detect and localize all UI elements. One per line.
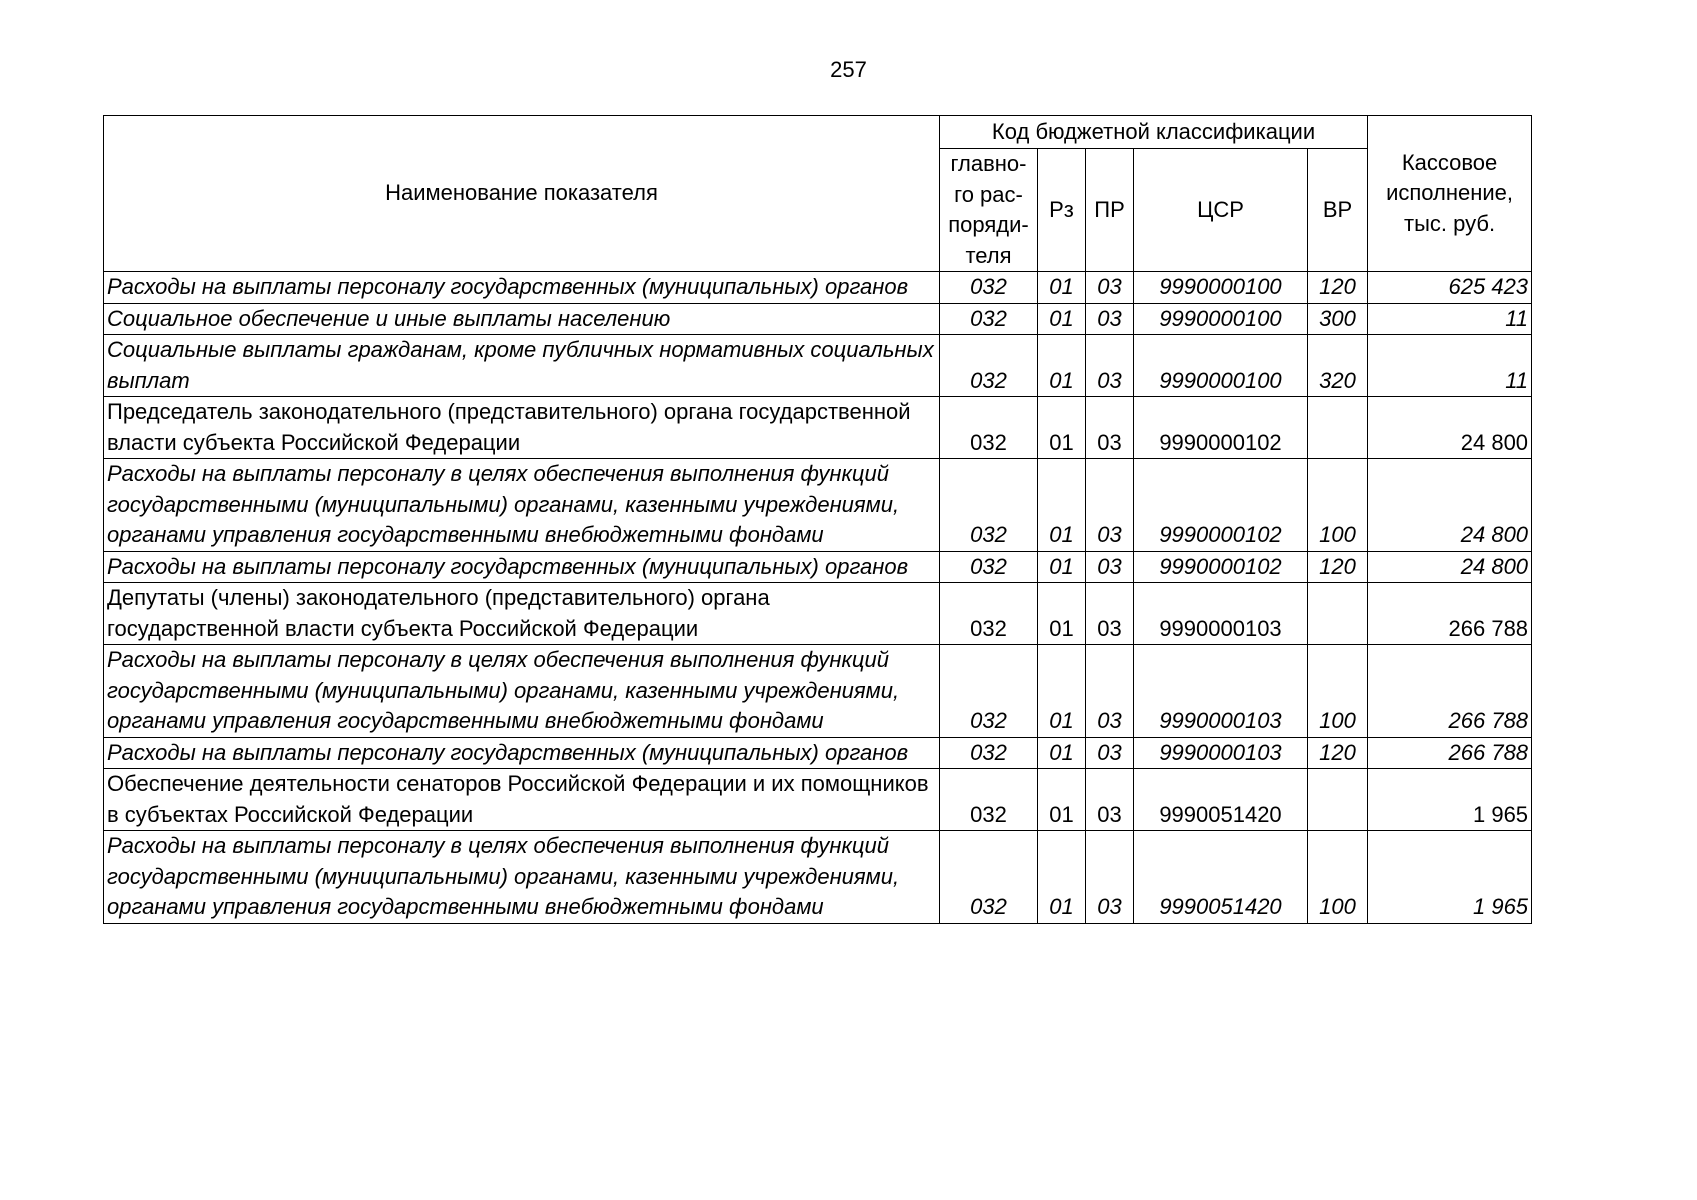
cell-pr: 03 [1086, 769, 1134, 831]
cell-rz: 01 [1038, 551, 1086, 583]
cell-amount: 11 [1368, 335, 1532, 397]
header-csr: ЦСР [1134, 149, 1308, 272]
cell-pr: 03 [1086, 645, 1134, 738]
cell-grbs: 032 [940, 272, 1038, 304]
table-row [104, 459, 1532, 552]
cell-amount: 11 [1368, 303, 1532, 335]
cell-name: Расходы на выплаты персоналу государственных (муниципальных) органов [104, 551, 940, 583]
cell-csr: 9990000100 [1134, 272, 1308, 304]
cell-csr: 9990000103 [1134, 645, 1308, 738]
table-row [104, 645, 1532, 738]
cell-name: Расходы на выплаты персоналу в целях обеспечения выполнения функций государственными (муниципальными) органами, казенными учреждениями, органами управления государственными внебюджетными фондами [104, 459, 940, 552]
cell-rz: 01 [1038, 769, 1086, 831]
cell-rz: 01 [1038, 397, 1086, 459]
cell-csr: 9990000103 [1134, 737, 1308, 769]
cell-pr: 03 [1086, 737, 1134, 769]
cell-vr: 120 [1308, 551, 1368, 583]
cell-grbs: 032 [940, 303, 1038, 335]
cell-grbs: 032 [940, 737, 1038, 769]
cell-name: Расходы на выплаты персоналу в целях обеспечения выполнения функций государственными (муниципальными) органами, казенными учреждениями, органами управления государственными внебюджетными фондами [104, 645, 940, 738]
cell-name: Расходы на выплаты персоналу государственных (муниципальных) органов [104, 272, 940, 304]
cell-rz: 01 [1038, 645, 1086, 738]
cell-name: Расходы на выплаты персоналу в целях обеспечения выполнения функций государственными (муниципальными) органами, казенными учреждениями, органами управления государственными внебюджетными фондами [104, 831, 940, 924]
cell-name: Расходы на выплаты персоналу государственных (муниципальных) органов [104, 737, 940, 769]
cell-rz: 01 [1038, 335, 1086, 397]
cell-amount: 24 800 [1368, 459, 1532, 552]
cell-vr: 120 [1308, 737, 1368, 769]
cell-pr: 03 [1086, 335, 1134, 397]
cell-csr: 9990051420 [1134, 769, 1308, 831]
budget-table [103, 115, 1532, 924]
header-rz: Рз [1038, 149, 1086, 272]
cell-grbs: 032 [940, 583, 1038, 645]
header-vr: ВР [1308, 149, 1368, 272]
cell-pr: 03 [1086, 551, 1134, 583]
cell-rz: 01 [1038, 737, 1086, 769]
cell-csr: 9990051420 [1134, 831, 1308, 924]
cell-vr: 300 [1308, 303, 1368, 335]
table-body [104, 272, 1532, 924]
cell-pr: 03 [1086, 831, 1134, 924]
cell-pr: 03 [1086, 459, 1134, 552]
cell-grbs: 032 [940, 397, 1038, 459]
cell-vr: 100 [1308, 645, 1368, 738]
cell-csr: 9990000100 [1134, 335, 1308, 397]
table-row [104, 272, 1532, 304]
cell-name: Председатель законодательного (представительного) органа государственной власти субъекта Российской Федерации [104, 397, 940, 459]
cell-rz: 01 [1038, 583, 1086, 645]
cell-csr: 9990000102 [1134, 397, 1308, 459]
cell-vr: 100 [1308, 831, 1368, 924]
cell-rz: 01 [1038, 831, 1086, 924]
cell-vr [1308, 397, 1368, 459]
table-row [104, 397, 1532, 459]
cell-csr: 9990000102 [1134, 551, 1308, 583]
cell-pr: 03 [1086, 397, 1134, 459]
cell-pr: 03 [1086, 583, 1134, 645]
cell-amount: 24 800 [1368, 551, 1532, 583]
table-row [104, 831, 1532, 924]
cell-amount: 266 788 [1368, 583, 1532, 645]
cell-csr: 9990000103 [1134, 583, 1308, 645]
cell-csr: 9990000102 [1134, 459, 1308, 552]
table-row [104, 303, 1532, 335]
cell-vr [1308, 769, 1368, 831]
cell-pr: 03 [1086, 303, 1134, 335]
table-row [104, 737, 1532, 769]
cell-grbs: 032 [940, 645, 1038, 738]
cell-amount: 24 800 [1368, 397, 1532, 459]
cell-grbs: 032 [940, 459, 1038, 552]
cell-amount: 1 965 [1368, 831, 1532, 924]
table-header [104, 116, 1532, 272]
cell-csr: 9990000100 [1134, 303, 1308, 335]
cell-rz: 01 [1038, 272, 1086, 304]
cell-grbs: 032 [940, 335, 1038, 397]
table-row [104, 583, 1532, 645]
cell-grbs: 032 [940, 769, 1038, 831]
cell-grbs: 032 [940, 551, 1038, 583]
cell-amount: 266 788 [1368, 737, 1532, 769]
cell-vr: 100 [1308, 459, 1368, 552]
header-classification-group: Код бюджетной классификации [940, 116, 1368, 149]
cell-amount: 266 788 [1368, 645, 1532, 738]
table-row [104, 335, 1532, 397]
cell-name: Обеспечение деятельности сенаторов Российской Федерации и их помощников в субъектах Российской Федерации [104, 769, 940, 831]
cell-pr: 03 [1086, 272, 1134, 304]
cell-vr [1308, 583, 1368, 645]
cell-name: Депутаты (члены) законодательного (представительного) органа государственной власти субъекта Российской Федерации [104, 583, 940, 645]
page-number: 257 [830, 57, 867, 82]
cell-amount: 1 965 [1368, 769, 1532, 831]
header-pr: ПР [1086, 149, 1134, 272]
cell-vr: 320 [1308, 335, 1368, 397]
table-row [104, 769, 1532, 831]
header-grbs: главно-го рас-поряди-теля [940, 149, 1038, 272]
header-name: Наименование показателя [104, 116, 940, 272]
header-amount: Кассовое исполнение, тыс. руб. [1368, 116, 1532, 272]
cell-vr: 120 [1308, 272, 1368, 304]
cell-rz: 01 [1038, 459, 1086, 552]
cell-name: Социальное обеспечение и иные выплаты населению [104, 303, 940, 335]
cell-rz: 01 [1038, 303, 1086, 335]
cell-name: Социальные выплаты гражданам, кроме публичных нормативных социальных выплат [104, 335, 940, 397]
cell-grbs: 032 [940, 831, 1038, 924]
cell-amount: 625 423 [1368, 272, 1532, 304]
table-row [104, 551, 1532, 583]
